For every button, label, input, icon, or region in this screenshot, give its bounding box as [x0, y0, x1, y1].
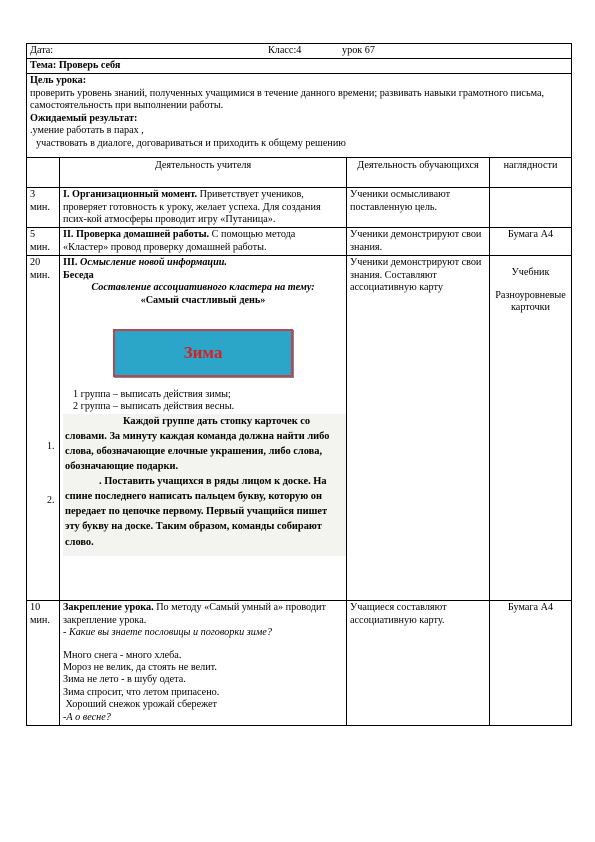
list-number-1: 1. [47, 441, 55, 453]
stage-time: 10 мин. [27, 601, 60, 726]
stage-subtitle: Беседа [63, 269, 94, 281]
group-1-task: 1 группа – выписать действия зимы; [73, 389, 231, 400]
goal-row [27, 74, 572, 158]
spring-question: -А о весне? [63, 711, 111, 723]
zima-banner: Зима [113, 329, 293, 377]
proverb: Мороз не велик, да стоять не велит. [63, 662, 217, 673]
stage-row-4 [27, 601, 572, 726]
stage-time: 3 мин. [27, 188, 60, 228]
stage-visuals: Бумага А4 [490, 228, 572, 256]
topic-row [27, 59, 572, 74]
stage-title: III. [63, 257, 78, 269]
stage-title-italic: Осмысление новой информации. [77, 257, 227, 269]
stage-title: Закрепление урока. [63, 602, 154, 614]
columns-header [27, 158, 572, 188]
proverb: Зима спросит, что летом припасено. [63, 686, 220, 698]
proverb-question: - Какие вы знаете пословицы и поговорки зиме? [63, 627, 272, 639]
col-teacher: Деятельность учителя [60, 158, 347, 188]
visual-cards: Разноуровневые карточки [495, 289, 566, 314]
date-label: Дата: [30, 45, 54, 56]
cluster-theme: «Самый счастливый день» [140, 294, 266, 306]
list-number-2: 2. [47, 495, 55, 507]
stage-students: Ученики демонстрируют свои знания. Составляют ассоциативную карту [347, 256, 490, 601]
stage-visuals [490, 188, 572, 228]
topic: Тема: Проверь себя [27, 59, 572, 74]
stage-students: Ученики осмысливают поставленную цель. [347, 188, 490, 228]
lesson-table [26, 43, 572, 726]
lesson-plan [26, 43, 571, 726]
proverb: Хороший снежок урожай сбережет [63, 699, 218, 711]
cluster-title: Составление ассоциативного кластера на тему: [91, 282, 315, 294]
col-visuals: наглядности [490, 158, 572, 188]
stage-title: II. Проверка домашней работы. [63, 229, 210, 241]
card-task-1: Каждой группе дать стопку карточек со словами. За минуту каждая команда должна найти либо слова, обозначающие елочные украшения, либо слова, обозначающие подарки. [65, 415, 330, 473]
expected-title: Ожидаемый результат: [30, 112, 138, 124]
stage-time: 20 мин. [30, 257, 50, 281]
stage-students: Ученики демонстрируют свои знания. [347, 228, 490, 256]
task-card [63, 414, 346, 556]
stage-row-2 [27, 228, 572, 256]
goal-title: Цель урока: [30, 75, 87, 87]
group-2-task: 2 группа – выписать действия весны. [73, 401, 235, 413]
lesson-number: урок 67 [342, 45, 375, 56]
visual-textbook: Учебник [511, 267, 550, 279]
proverb: Много снега - много хлеба. [63, 649, 182, 661]
stage-students: Учащиеся составляют ассоциативную карту. [347, 601, 490, 726]
expected-line-1: .умение работать в парах , [30, 125, 144, 137]
stage-row-3 [27, 256, 572, 601]
stage-row-1 [27, 188, 572, 228]
stage-text: По методу «Самый умный а» проводит закрепление урока. [63, 602, 326, 626]
stage-visuals: Бумага А4 [490, 601, 572, 726]
stage-time: 5 мин. [27, 228, 60, 256]
card-task-2: . Поставить учащихся в ряды лицом к доске. На спине последнего написать пальцем букву, которую он передает по цепочке первому. Первый учащийся пишет эту букву на доске. Таким образом, команды собирают слово. [65, 476, 328, 548]
stage-text: Приветствует учеников, проверяет готовность к уроку, желает успеха. Для создания псих-кой атмосферы проводит игру «Путаница». [63, 189, 321, 225]
stage-text: С помощью метода «Кластер» провод проверку домашней работы. [63, 229, 296, 253]
proverb: Зима не лето - в шубу одета. [63, 674, 186, 686]
col-students: Деятельность обучающихся [347, 158, 490, 188]
class-label: Класс:4 [268, 45, 302, 56]
goal-text: проверить уровень знаний, полученных учащимися в течение данного времени; развивать навыки грамотного письма, самостоятельность при выполнении работы. [30, 87, 545, 112]
expected-line-2: участвовать в диалоге, договариваться и приходить к общему решению [36, 137, 346, 149]
stage-title: I. Организационный момент. [63, 189, 198, 201]
header-row [27, 44, 572, 59]
